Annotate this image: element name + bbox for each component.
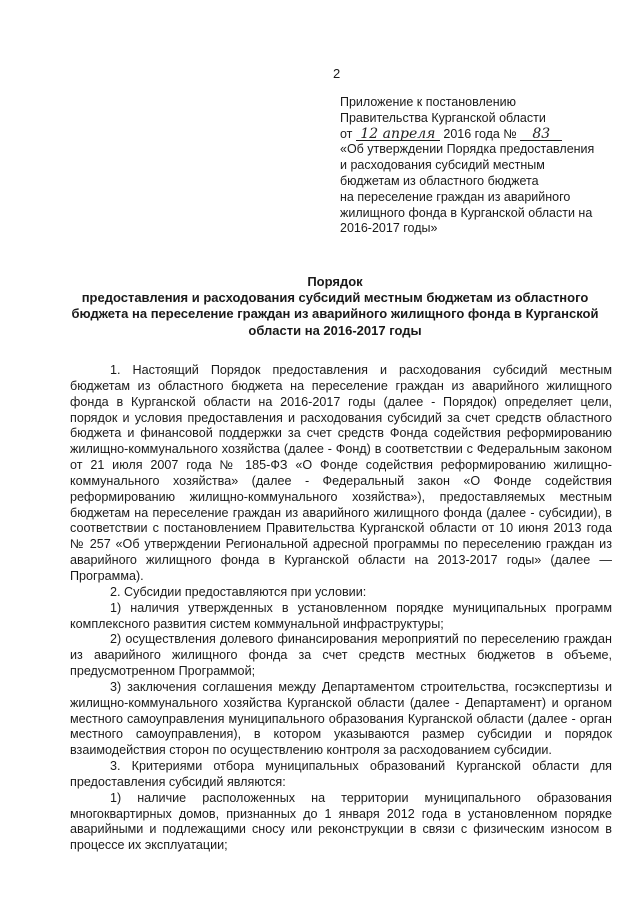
body-paragraph: 3. Критериями отбора муниципальных образований Курганской области для предоставления субсидий являются: [70,759,612,789]
document-subtitle-line: предоставления и расходования субсидий местным бюджетам из областного [81,290,589,306]
annex-year-text: 2016 года № [443,126,517,141]
document-body [70,363,612,854]
body-paragraph: 2) осуществления долевого финансирования мероприятий по переселению граждан из аварийного жилищного фонда за счет средств местных бюджетов в объеме, предусмотренном Программой; [70,632,612,679]
annex-line-2: Правительства Курганской области [340,110,546,125]
body-paragraph: 3) заключения соглашения между Департаментом строительства, госэкспертизы и жилищно-коммунального хозяйства Курганской области (далее - Департамент) и органом местного самоуправления муниципального образования Курганской области (далее - орган местного самоуправления), в котором указываются размер субсидии и порядок взаимодействия сторон по осуществлению контроля за расходованием субсидии. [70,679,612,758]
annex-about-line: жилищного фонда в Курганской области на [340,205,593,220]
document-subtitle-line: области на 2016-2017 годы [248,322,422,338]
annex-about-line: и расходования субсидий местным [340,158,545,173]
annex-line-1: Приложение к постановлению [340,95,516,109]
body-paragraph: 1) наличия утвержденных в установленном порядке муниципальных программ комплексного развития систем коммунальной инфраструктуры; [70,600,612,631]
page-number: 2 [333,66,341,81]
annex-about-line: бюджетам из областного бюджета [340,173,539,188]
annex-header [340,95,608,237]
annex-date-line [340,127,608,143]
handwritten-date: 12 апреля [356,128,440,141]
annex-about-line: 2016-2017 годы» [340,221,438,236]
body-paragraph: 2. Субсидии предоставляются при условии: [110,584,367,599]
body-paragraph: 1) наличие расположенных на территории муниципального образования многоквартирных домов, признанных до 1 января 2012 года в установленном порядке аварийными и подлежащими сносу или реконструкции в связи с физическим износом в процессе их эксплуатации; [70,790,612,853]
document-subtitle-line: бюджета на переселение граждан из аварийного жилищного фонда в Курганской [71,306,599,322]
document-heading [70,274,600,339]
body-paragraph: 1. Настоящий Порядок предоставления и расходования субсидий местным бюджетам из областного бюджета на переселение граждан из аварийного жилищного фонда в Курганской области на 2016-2017 годы (далее - Порядок) определяет цели, порядок и условия предоставления и расходования субсидий за счет средств областного бюджета и финансовой поддержки за счет средств Фонда содействия реформированию жилищно-коммунального хозяйства (далее - Фонд) в соответствии с Федеральным законом от 21 июля 2007 года № 185-ФЗ «О Фонде содействия реформированию жилищно-коммунального хозяйства» (далее - Федеральный закон «О Фонде содействия реформированию жилищно-коммунального хозяйства»), предоставляемых местным бюджетам на переселение граждан из аварийного жилищного фонда (далее - субсидии), в соответствии с постановлением Правительства Курганской области от 10 июня 2013 года № 257 «Об утверждении Региональной адресной программы по переселению граждан из аварийного жилищного фонда в Курганской области на 2013-2017 годы» (далее — Программа). [70,363,612,583]
handwritten-number: 83 [520,128,562,141]
annex-from-label: от [340,126,353,141]
document-title: Порядок [307,274,363,289]
annex-about-line: «Об утверждении Порядка предоставления [340,142,595,157]
annex-about-line: на переселение граждан из аварийного [340,189,571,204]
